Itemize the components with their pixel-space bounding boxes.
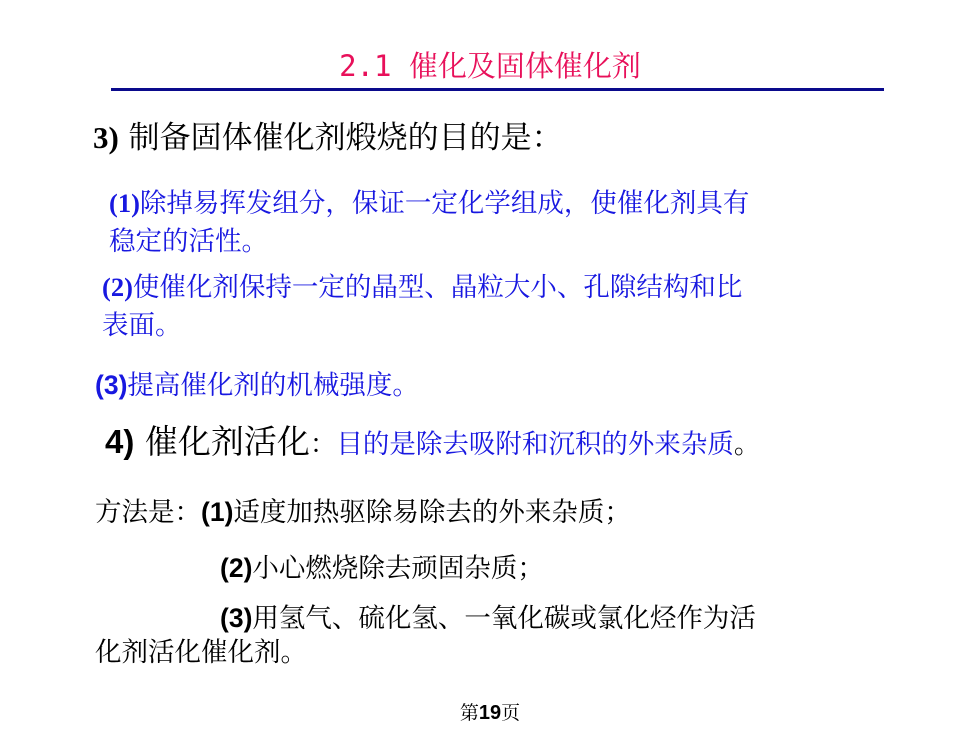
- footer-prefix: 第: [459, 702, 479, 724]
- purpose-item-1: [109, 184, 749, 261]
- page-number: 19: [478, 702, 502, 724]
- method-label: 方法是：: [95, 497, 201, 528]
- purpose-2-line2: 表面。: [102, 310, 182, 341]
- page-footer: [0, 698, 980, 725]
- purpose-3-line1: 提高催化剂的机械强度。: [127, 370, 419, 401]
- method-item-1: [95, 490, 631, 529]
- purpose-item-2: [102, 268, 742, 345]
- purpose-2-line1: 使催化剂保持一定的晶型、晶粒大小、孔隙结构和比: [132, 272, 743, 303]
- section-4-heading: [105, 416, 760, 463]
- method-3-line2: 化剂活化催化剂。: [95, 637, 307, 668]
- slide-title: 2.1 催化及固体催化剂: [339, 49, 641, 83]
- purpose-3-number: (3): [95, 370, 128, 400]
- method-item-2: [220, 546, 544, 585]
- section-3-text: 制备固体催化剂煅烧的目的是：: [118, 120, 563, 156]
- purpose-1-line1: 除掉易挥发组分，保证一定化学组成，使催化剂具有: [139, 188, 750, 219]
- section-4-purpose: 目的是除去吸附和沉积的外来杂质: [336, 429, 734, 460]
- purpose-item-3: [95, 363, 419, 402]
- method-item-3: [95, 601, 756, 670]
- footer-suffix: 页: [501, 702, 521, 724]
- section-3-heading: [93, 112, 563, 157]
- method-2-number: (2): [220, 553, 253, 583]
- purpose-1-line2: 稳定的活性。: [109, 226, 268, 257]
- section-4-title: 催化剂活化: [134, 422, 310, 461]
- method-2-text: 小心燃烧除去顽固杂质；: [252, 553, 544, 584]
- method-1-number: (1): [201, 497, 234, 527]
- method-3-number: (3): [220, 603, 253, 633]
- title-divider: [111, 88, 884, 91]
- section-3-number: 3): [93, 120, 119, 155]
- purpose-2-number: (2): [102, 272, 133, 302]
- method-1-text: 适度加热驱除易除去的外来杂质；: [233, 497, 631, 528]
- section-4-colon: ：: [309, 429, 337, 460]
- section-4-number: 4): [105, 423, 135, 460]
- section-4-end: 。: [733, 429, 761, 460]
- purpose-1-number: (1): [109, 188, 140, 218]
- method-3-line1: 用氢气、硫化氢、一氧化碳或氯化烃作为活: [252, 603, 756, 634]
